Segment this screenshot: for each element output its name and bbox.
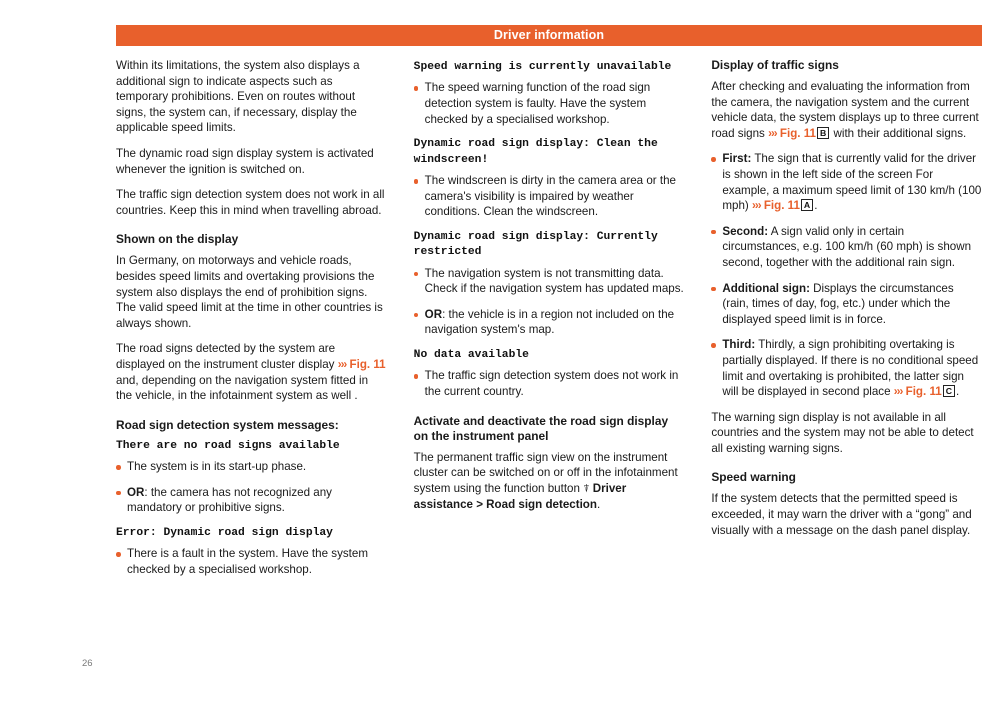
bullet-text: : the vehicle is in a region not included on the navigation system's map.: [424, 307, 675, 337]
bullet-item-third: [711, 337, 982, 399]
bullet-item: The navigation system is not transmitting data. Check if the navigation system has updated maps.: [414, 266, 685, 297]
bullet-item: [116, 485, 387, 516]
message-code-no-data-available: No data available: [413, 348, 529, 361]
figure-reference-link[interactable]: Fig. 11: [779, 126, 816, 140]
paragraph-text: .: [596, 498, 601, 512]
paragraph: The dynamic road sign display system is activated whenever the ignition is switched on.: [116, 146, 374, 176]
reference-arrows-icon: ›››: [768, 126, 777, 140]
bullet-lead: OR: [424, 307, 443, 321]
figure-callout-box: B: [817, 127, 829, 139]
page-columns: [116, 58, 982, 587]
bullet-lead: OR: [127, 485, 145, 499]
message-code-clean-windscreen: Dynamic road sign display: Clean the windscreen!: [413, 138, 658, 166]
document-page: [48, 0, 982, 709]
bullet-item: The windscreen is dirty in the camera area or the camera's visibility is impaired by weather conditions. Clean the windscreen.: [414, 173, 685, 220]
reference-arrows-icon: ›››: [893, 385, 903, 399]
bullet-text: Displays the circumstances (rain, times of day, fog, etc.) under which the displayed speed limit is in force.: [722, 281, 954, 326]
bullet-lead: Additional sign:: [722, 281, 810, 295]
column-3: [711, 58, 982, 587]
bullet-item: The traffic sign detection system does not work in the current country.: [414, 368, 685, 399]
bullet-text: A sign valid only in certain circumstances, e.g. 100 km/h (60 mph) is shown second, together with the additional rain sign.: [722, 224, 972, 269]
bullet-item-additional-sign: [711, 281, 982, 328]
paragraph-text: After checking and evaluating the information from the camera, the navigation system and the current vehicle data, the system displays up to three current road signs: [711, 80, 979, 140]
paragraph: Within its limitations, the system also displays a additional sign to indicate aspects such as temporary prohibitions. Even on routes without signs, the system can, if necessary, display the applicable speed limits.: [116, 59, 360, 135]
bullet-text: Thirdly, a sign prohibiting overtaking is partially displayed. If there is no conditional speed limit and overtaking is prohibited, the latter sign will be displayed in second place: [722, 338, 979, 399]
paragraph: In Germany, on motorways and vehicle roads, besides speed limits and overtaking provisions the system also displays the end of prohibition signs. The valid speed limit at the time in other countries is always shown.: [116, 254, 383, 330]
paragraph-text: and, depending on the navigation system fitted in the vehicle, in the infotainment system as well .: [116, 373, 369, 403]
figure-reference-link[interactable]: Fig. 11: [905, 385, 942, 399]
reference-arrows-icon: ›››: [752, 199, 761, 213]
bullet-text: .: [956, 385, 960, 399]
figure-callout-box: A: [801, 199, 813, 211]
paragraph: The warning sign display is not available in all countries and the system may not be able to detect all existing warning signs.: [711, 410, 974, 455]
bullet-item-first: [711, 151, 982, 213]
bullet-text: : the camera has not recognized any mandatory or prohibitive signs.: [127, 485, 332, 515]
message-code-error-dynamic-display: Error: Dynamic road sign display: [116, 526, 333, 539]
section-heading-system-messages: Road sign detection system messages:: [116, 417, 339, 432]
section-heading-display-traffic-signs: Display of traffic signs: [711, 58, 839, 72]
section-heading-speed-warning: Speed warning: [711, 470, 796, 485]
paragraph-with-reference: [116, 341, 387, 403]
page-number: 26: [82, 658, 93, 669]
column-2: [414, 58, 685, 587]
message-code-currently-restricted: Dynamic road sign display: Currently restricted: [413, 230, 658, 259]
bullet-item: The speed warning function of the road sign detection system is faulty. Have the system checked by a specialised workshop.: [414, 80, 685, 127]
bullet-lead: Second:: [722, 224, 769, 238]
bullet-lead: Third:: [722, 338, 756, 352]
paragraph-with-reference: [711, 79, 982, 141]
bullet-item: There is a fault in the system. Have the system checked by a specialised workshop.: [116, 546, 387, 577]
reference-arrows-icon: ›››: [337, 357, 347, 371]
section-heading-activate-deactivate: Activate and deactivate the road sign display on the instrument panel: [413, 413, 669, 443]
menu-path-label: Driver assistance > Road sign detection: [413, 481, 627, 512]
message-code-speed-warning-unavailable: Speed warning is currently unavailable: [413, 61, 672, 73]
bullet-item: The system is in its start-up phase.: [116, 459, 387, 475]
figure-reference-link[interactable]: Fig. 11: [763, 199, 800, 213]
bullet-item: [414, 307, 685, 338]
paragraph: The traffic sign detection system does not work in all countries. Keep this in mind when travelling abroad.: [116, 188, 385, 217]
driver-assistance-icon: ⍒: [583, 482, 590, 495]
column-1: [116, 58, 387, 587]
figure-reference-link[interactable]: Fig. 11: [349, 357, 386, 371]
section-heading-shown-on-display: Shown on the display: [116, 232, 239, 247]
bullet-text: .: [814, 199, 818, 213]
paragraph: If the system detects that the permitted speed is exceeded, it may warn the driver with a “gong” and visually with a message on the dash panel display.: [711, 492, 972, 537]
bullet-item-second: [711, 224, 982, 271]
paragraph-text: The road signs detected by the system are displayed on the instrument cluster display: [116, 342, 336, 371]
page-header-banner: Driver information: [116, 25, 982, 46]
bullet-text: The sign that is currently valid for the driver is shown in the left side of the screen For example, a maximum speed limit of 130 km/h (100 mph): [722, 152, 982, 213]
paragraph-text: with their additional signs.: [833, 126, 967, 140]
message-code-no-road-signs: There are no road signs available: [116, 439, 340, 452]
bullet-lead: First:: [722, 152, 752, 166]
paragraph-text: The permanent traffic sign view on the instrument cluster can be switched on or off in the infotainment system using the function button: [413, 450, 678, 495]
figure-callout-box: C: [943, 385, 955, 397]
paragraph-with-menu-path: [414, 450, 685, 513]
